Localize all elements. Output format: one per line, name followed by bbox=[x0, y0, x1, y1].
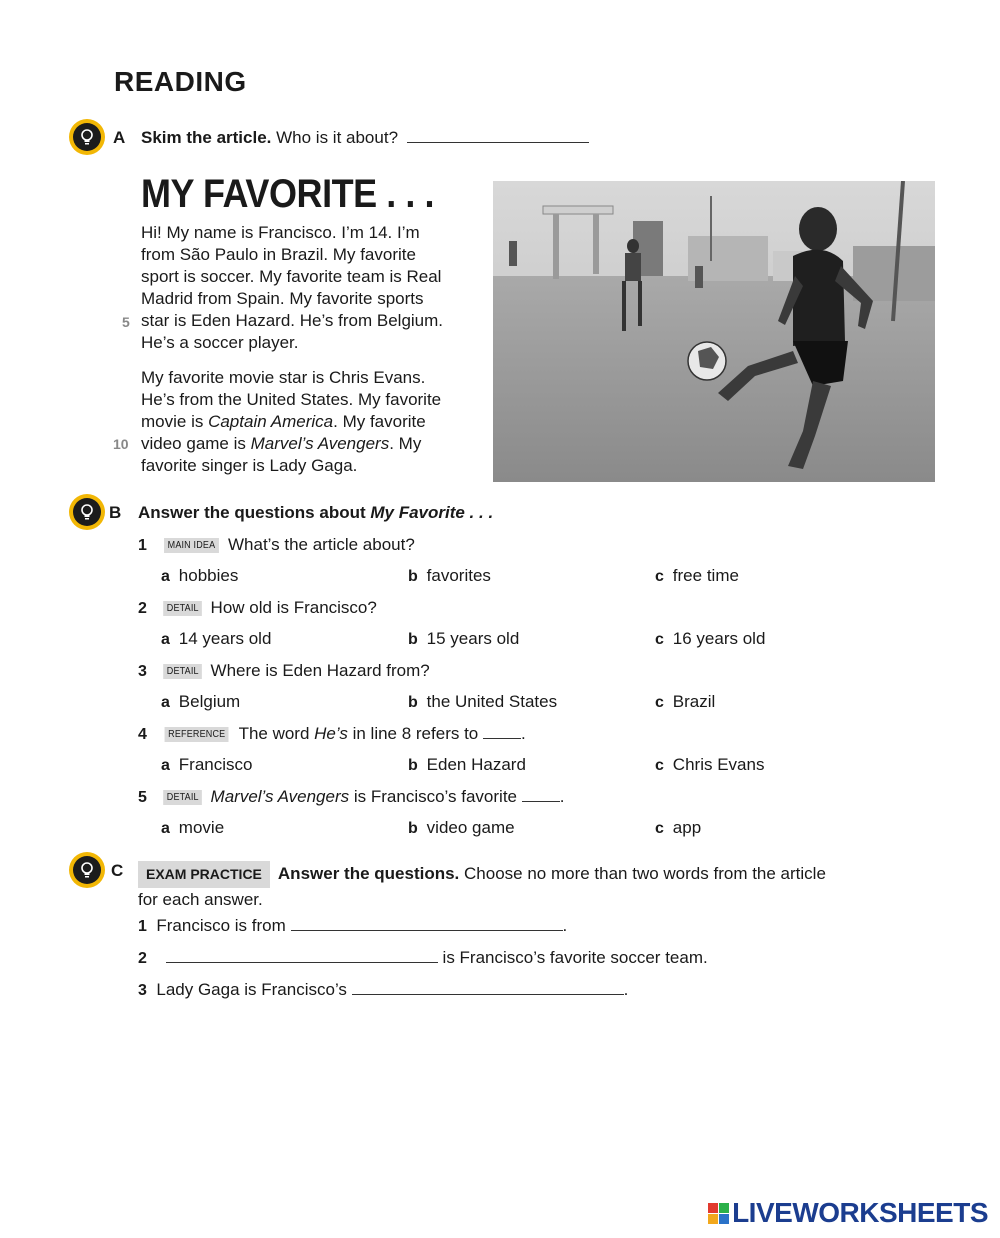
article-line: He’s from the United States. My favorite bbox=[141, 390, 442, 409]
article-paragraph-1 bbox=[141, 222, 481, 354]
section-a-bold: Skim the article. bbox=[141, 128, 272, 147]
section-c-letter: C bbox=[111, 861, 124, 880]
question-2: 2 DETAIL How old is Francisco? a 14 years old b 15 years old c 16 years old bbox=[138, 598, 766, 648]
option-b[interactable]: b 15 years old bbox=[408, 629, 520, 648]
answer-blank-c3[interactable] bbox=[352, 993, 624, 995]
article-line: video game is Marvel’s Avengers. My bbox=[141, 434, 422, 453]
article-line: movie is Captain America. My favorite bbox=[141, 412, 426, 431]
article-line: favorite singer is Lady Gaga. bbox=[141, 456, 358, 475]
question-tag: DETAIL bbox=[163, 664, 202, 679]
question-tag: DETAIL bbox=[163, 601, 202, 616]
article-line: My favorite movie star is Chris Evans. bbox=[141, 368, 426, 387]
option-c[interactable]: c Brazil bbox=[655, 692, 716, 711]
article-line: He’s a soccer player. bbox=[141, 333, 299, 352]
article-photo bbox=[493, 181, 935, 482]
option-a[interactable]: a Belgium bbox=[161, 692, 241, 711]
article-line: sport is soccer. My favorite team is Real bbox=[141, 267, 442, 286]
option-b[interactable]: b the United States bbox=[408, 692, 558, 711]
logo-text: LIVEWORKSHEETS bbox=[732, 1197, 988, 1228]
section-c-instruction: EXAM PRACTICE Answer the questions. Choose no more than two words from the article for each answer. bbox=[138, 861, 878, 911]
section-a-question: Who is it about? bbox=[276, 128, 399, 147]
lightbulb-icon bbox=[69, 852, 105, 888]
option-c[interactable]: c app bbox=[655, 818, 702, 837]
question-tag: REFERENCE bbox=[165, 727, 229, 742]
option-a[interactable]: a movie bbox=[161, 818, 225, 837]
question-3: 3 DETAIL Where is Eden Hazard from? a Belgium b the United States c Brazil bbox=[138, 661, 716, 711]
question-5: 5 DETAIL Marvel’s Avengers is Francisco’s favorite . a movie b video game c app bbox=[138, 787, 702, 837]
exam-practice-tag: EXAM PRACTICE bbox=[138, 861, 270, 888]
option-a[interactable]: a 14 years old bbox=[161, 629, 272, 648]
question-tag: MAIN IDEA bbox=[164, 538, 219, 553]
answer-blank-a[interactable] bbox=[407, 141, 589, 143]
article-line: Hi! My name is Francisco. I’m 14. I’m bbox=[141, 223, 420, 242]
page-heading: READING bbox=[114, 66, 247, 97]
option-c[interactable]: c free time bbox=[655, 566, 739, 585]
article-line: from São Paulo in Brazil. My favorite bbox=[141, 245, 416, 264]
option-b[interactable]: b video game bbox=[408, 818, 515, 837]
option-c[interactable]: c Chris Evans bbox=[655, 755, 765, 774]
exam-item-1: 1 Francisco is from . bbox=[138, 916, 568, 935]
section-b-instruction: Answer the questions about My Favorite . . . bbox=[138, 503, 494, 522]
section-b-letter: B bbox=[109, 503, 122, 522]
question-1: 1 MAIN IDEA What’s the article about? a hobbies b favorites c free time bbox=[138, 535, 739, 585]
logo-icon bbox=[708, 1203, 729, 1224]
article-line: star is Eden Hazard. He’s from Belgium. bbox=[141, 311, 444, 330]
line-number-5: 5 bbox=[122, 314, 130, 330]
answer-blank-c2[interactable] bbox=[166, 961, 438, 963]
line-number-10: 10 bbox=[113, 436, 129, 452]
answer-blank-c1[interactable] bbox=[291, 929, 563, 931]
inline-blank bbox=[522, 800, 560, 802]
inline-blank bbox=[483, 737, 521, 739]
option-b[interactable]: b Eden Hazard bbox=[408, 755, 526, 774]
section-a-letter: A bbox=[113, 128, 126, 147]
liveworksheets-logo bbox=[708, 1197, 988, 1229]
lightbulb-icon bbox=[69, 494, 105, 530]
question-tag: DETAIL bbox=[163, 790, 202, 805]
question-list bbox=[138, 535, 838, 850]
article-title: MY FAVORITE . . . bbox=[141, 172, 435, 216]
exam-item-3: 3 Lady Gaga is Francisco’s . bbox=[138, 980, 629, 999]
article-paragraph-2 bbox=[141, 367, 481, 477]
option-a[interactable]: a hobbies bbox=[161, 566, 239, 585]
exam-item-2: 2 is Francisco’s favorite soccer team. bbox=[138, 948, 708, 967]
lightbulb-icon bbox=[69, 119, 105, 155]
option-c[interactable]: c 16 years old bbox=[655, 629, 766, 648]
question-4: 4 REFERENCE The word He’s in line 8 refers to . a Francisco b Eden Hazard c Chris Evans bbox=[138, 724, 765, 774]
section-a-instruction bbox=[141, 128, 589, 148]
option-b[interactable]: b favorites bbox=[408, 566, 491, 585]
article-line: Madrid from Spain. My favorite sports bbox=[141, 289, 424, 308]
option-a[interactable]: a Francisco bbox=[161, 755, 253, 774]
